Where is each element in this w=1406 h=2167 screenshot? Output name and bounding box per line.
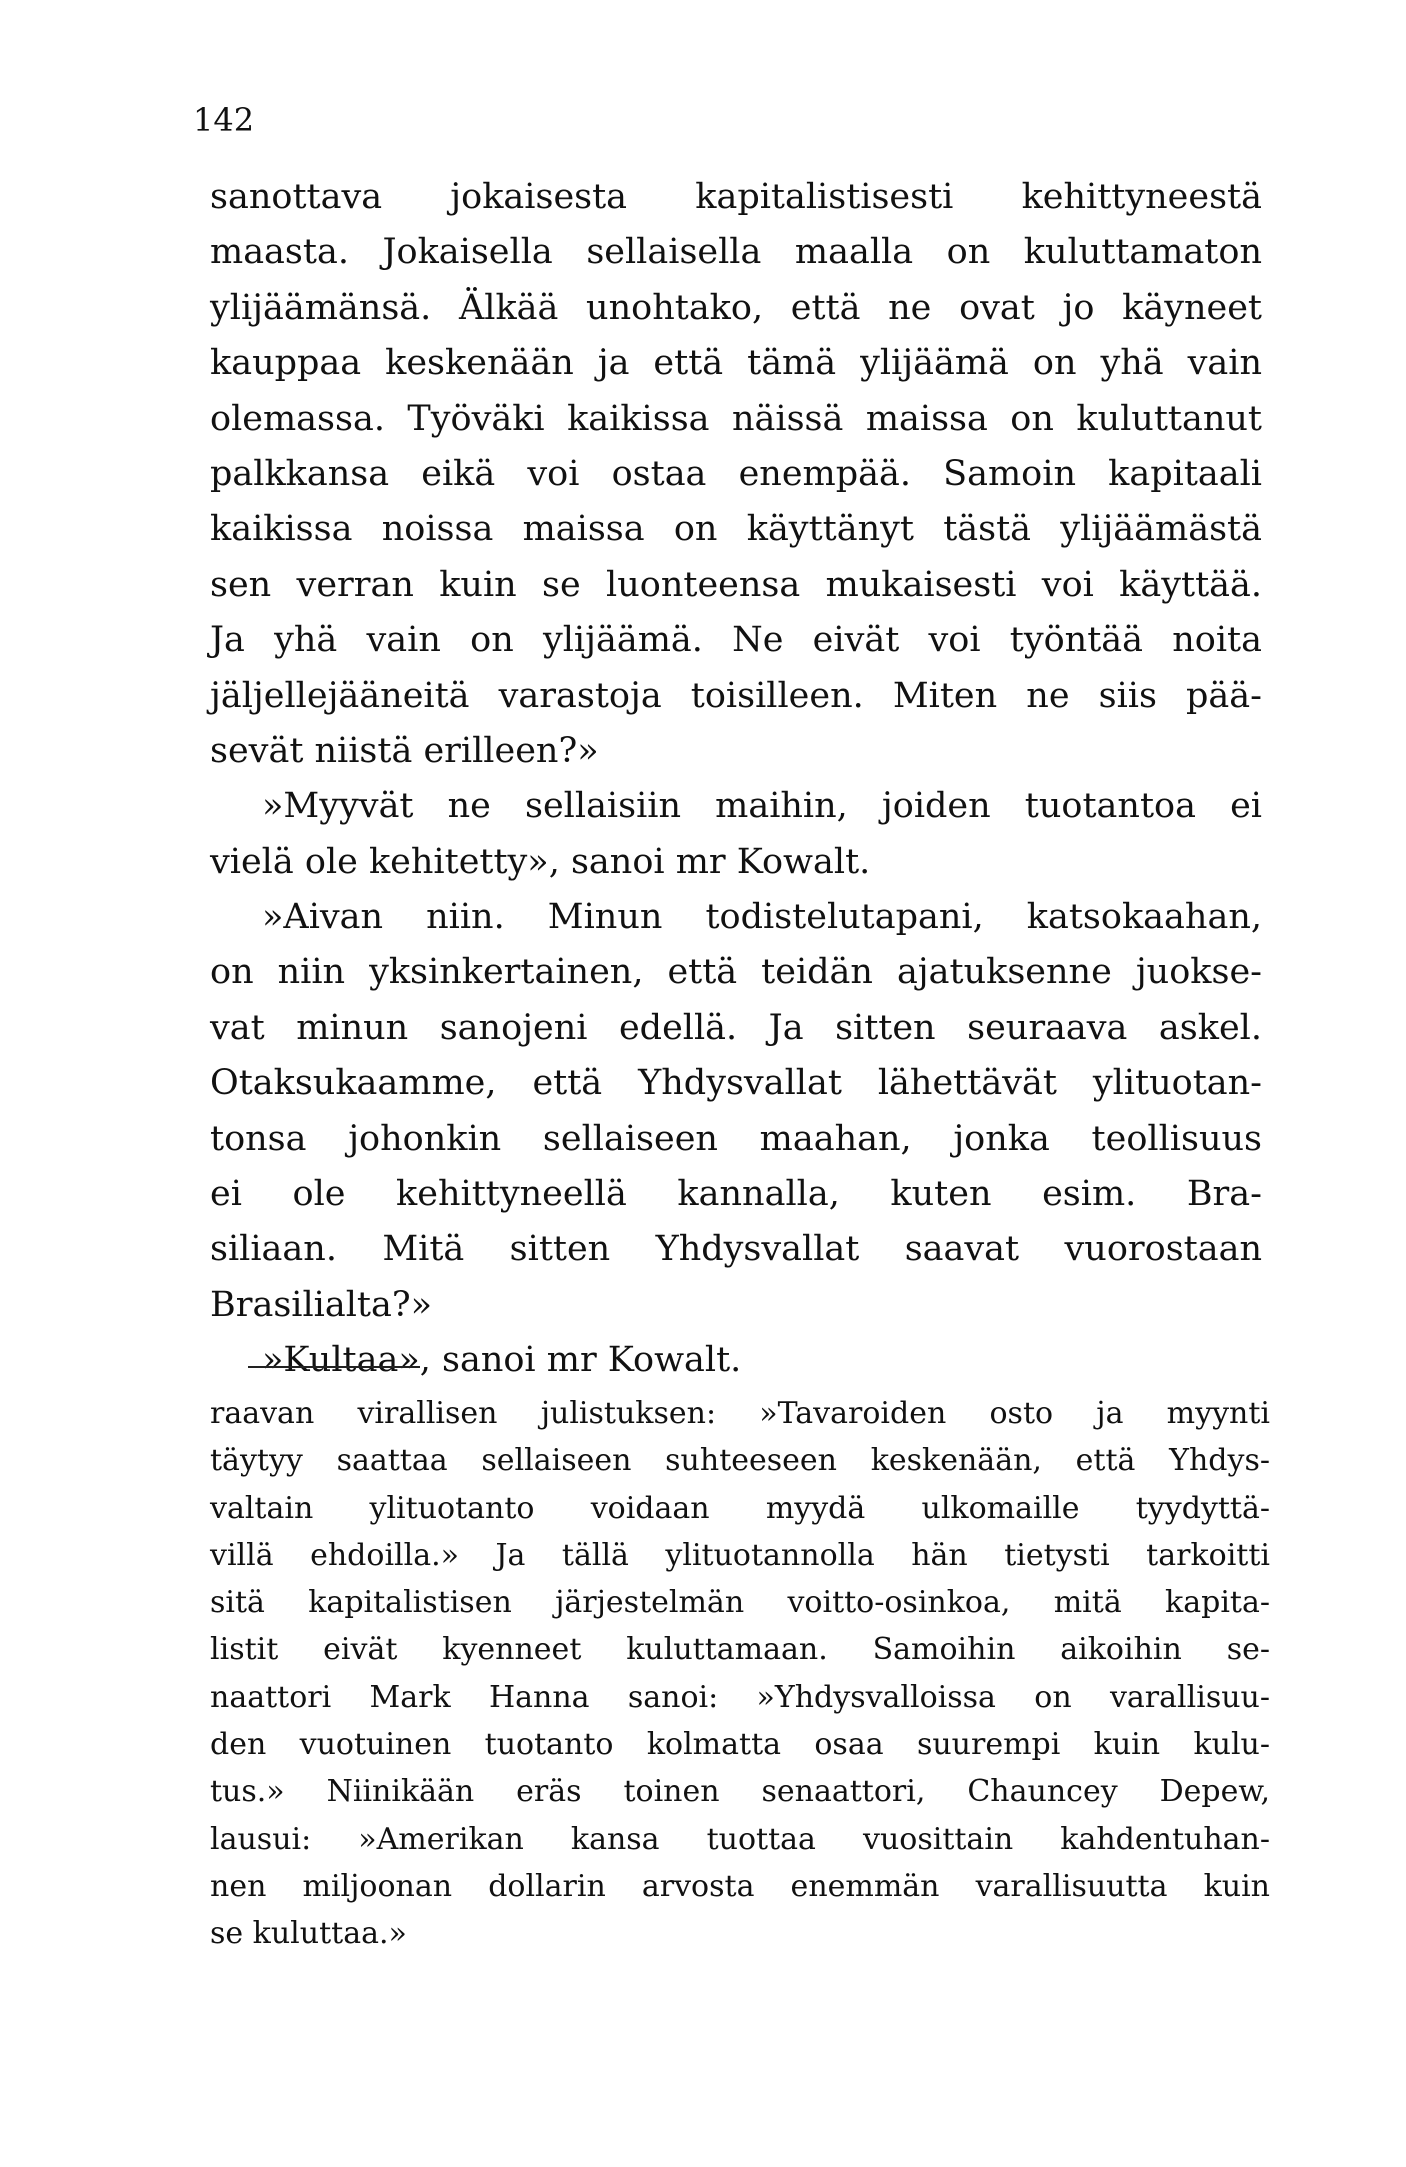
text-line: vielä ole kehitetty», sanoi mr Kowalt. [210, 841, 871, 882]
footnote-line: sitä kapitalistisen järjestelmän voitto-osinkoa, mitä kapita- [210, 1585, 1270, 1621]
footnote-line: tus.» Niinikään eräs toinen senaattori, Chauncey Depew, [210, 1774, 1270, 1810]
footnote-line: se kuluttaa.» [210, 1916, 407, 1952]
text-line: »Kultaa», sanoi mr Kowalt. [262, 1340, 742, 1381]
footnote-line: den vuotuinen tuotanto kolmatta osaa suurempi kuin kulu- [210, 1727, 1270, 1763]
footnote-line: nen miljoonan dollarin arvosta enemmän varallisuutta kuin [210, 1868, 1270, 1904]
text-line: sen verran kuin se luonteensa mukaisesti voi käyttää. [210, 564, 1262, 605]
text-line: vat minun sanojeni edellä. Ja sitten seuraava askel. [210, 1007, 1262, 1048]
footnote-line: villä ehdoilla.» Ja tällä ylituotannolla hän tietysti tarkoitti [210, 1537, 1270, 1573]
text-line: ylijäämänsä. Älkää unohtako, että ne ovat jo käyneet [210, 287, 1262, 328]
footnote-line: lausui: »Amerikan kansa tuottaa vuosittain kahdentuhan- [210, 1821, 1270, 1857]
footnote-line: valtain ylituotanto voidaan myydä ulkomaille tyydyttä- [210, 1490, 1270, 1526]
text-line: sevät niistä erilleen?» [210, 730, 599, 771]
text-line: olemassa. Työväki kaikissa näissä maissa on kuluttanut [210, 398, 1262, 439]
text-line: palkkansa eikä voi ostaa enempää. Samoin kapitaali [210, 453, 1262, 494]
footnote-line: raavan virallisen julistuksen: »Tavaroiden osto ja myynti [210, 1396, 1270, 1431]
text-line: »Aivan niin. Minun todistelutapani, katsokaahan, [262, 897, 1262, 938]
text-line: sanottava jokaisesta kapitalistisesti kehittyneestä [210, 177, 1262, 217]
footnote [210, 1390, 1270, 1958]
text-line: jäljellejääneitä varastoja toisilleen. Miten ne siis pää- [210, 675, 1262, 716]
footnote-line: listit eivät kyenneet kuluttamaan. Samoihin aikoihin se- [210, 1632, 1270, 1668]
text-line: maasta. Jokaisella sellaisella maalla on kuluttamaton [210, 232, 1262, 273]
text-line: ei ole kehittyneellä kannalla, kuten esim. Bra- [210, 1174, 1262, 1215]
page-number: 142 [193, 101, 255, 139]
footnote-line: naattori Mark Hanna sanoi: »Yhdysvalloissa on varallisuu- [210, 1679, 1270, 1715]
footnote-divider [248, 1366, 420, 1368]
text-line: kaikissa noissa maissa on käyttänyt tästä ylijäämästä [210, 509, 1262, 550]
text-line: kauppaa keskenään ja että tämä ylijäämä on yhä vain [210, 343, 1262, 384]
main-text [210, 170, 1262, 1389]
text-line: Otaksukaamme, että Yhdysvallat lähettävät ylituotan- [210, 1063, 1262, 1104]
footnote-line: täytyy saattaa sellaiseen suhteeseen keskenään, että Yhdys- [210, 1443, 1270, 1479]
text-line: tonsa johonkin sellaiseen maahan, jonka teollisuus [210, 1118, 1262, 1159]
text-line: on niin yksinkertainen, että teidän ajatuksenne juokse- [210, 952, 1262, 993]
text-line: Brasilialta?» [210, 1284, 433, 1325]
text-line: Ja yhä vain on ylijäämä. Ne eivät voi työntää noita [210, 620, 1262, 661]
text-line: siliaan. Mitä sitten Yhdysvallat saavat vuorostaan [210, 1229, 1262, 1270]
text-line: »Myyvät ne sellaisiin maihin, joiden tuotantoa ei [262, 786, 1262, 827]
